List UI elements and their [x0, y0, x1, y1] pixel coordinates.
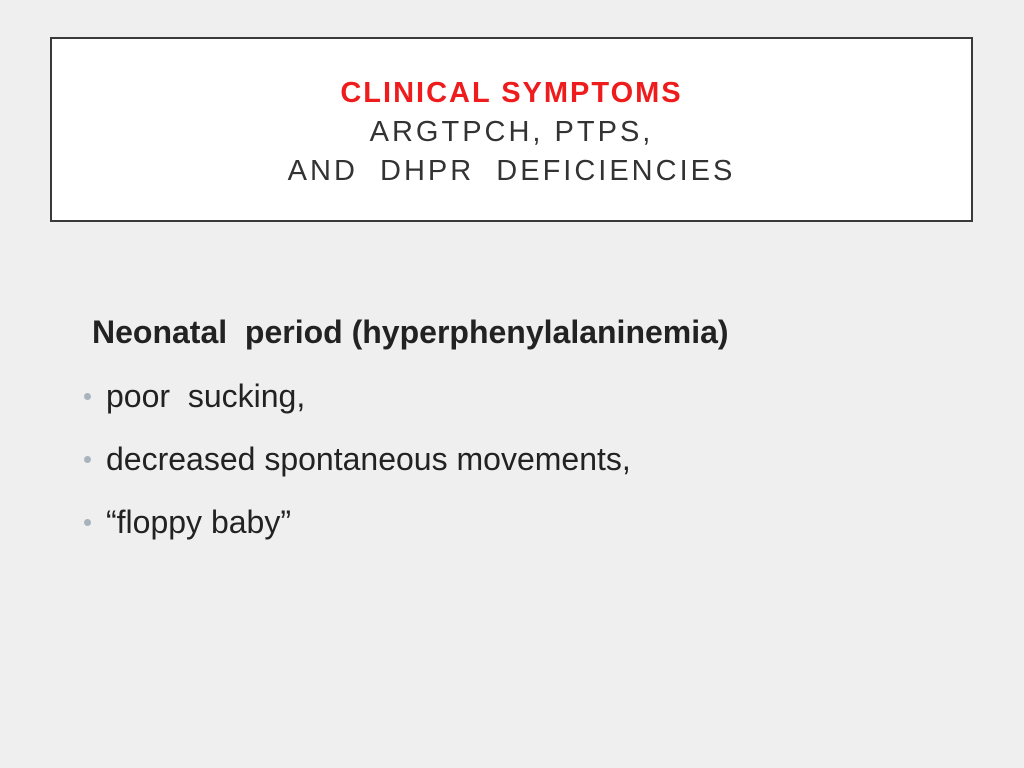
- list-item-text: “floppy baby”: [106, 504, 291, 540]
- bullet-icon: [84, 519, 91, 526]
- list-item: [80, 437, 980, 481]
- bullet-icon: [84, 393, 91, 400]
- symptom-list: [80, 374, 980, 544]
- bullet-icon: [84, 456, 91, 463]
- list-item-text: decreased spontaneous movements,: [106, 441, 631, 477]
- section-heading: Neonatal period (hyperphenylalaninemia): [92, 314, 729, 350]
- title-main: CLINICAL SYMPTOMS: [340, 77, 683, 109]
- title-box: [50, 37, 973, 222]
- list-item: [80, 374, 980, 418]
- list-item: [80, 500, 980, 544]
- title-subtitle-line-1: ARGTPCH, PTPS,: [369, 116, 654, 148]
- title-subtitle-line-2: AND DHPR DEFICIENCIES: [287, 155, 736, 187]
- slide-content: [80, 310, 980, 563]
- list-item-text: poor sucking,: [106, 378, 306, 414]
